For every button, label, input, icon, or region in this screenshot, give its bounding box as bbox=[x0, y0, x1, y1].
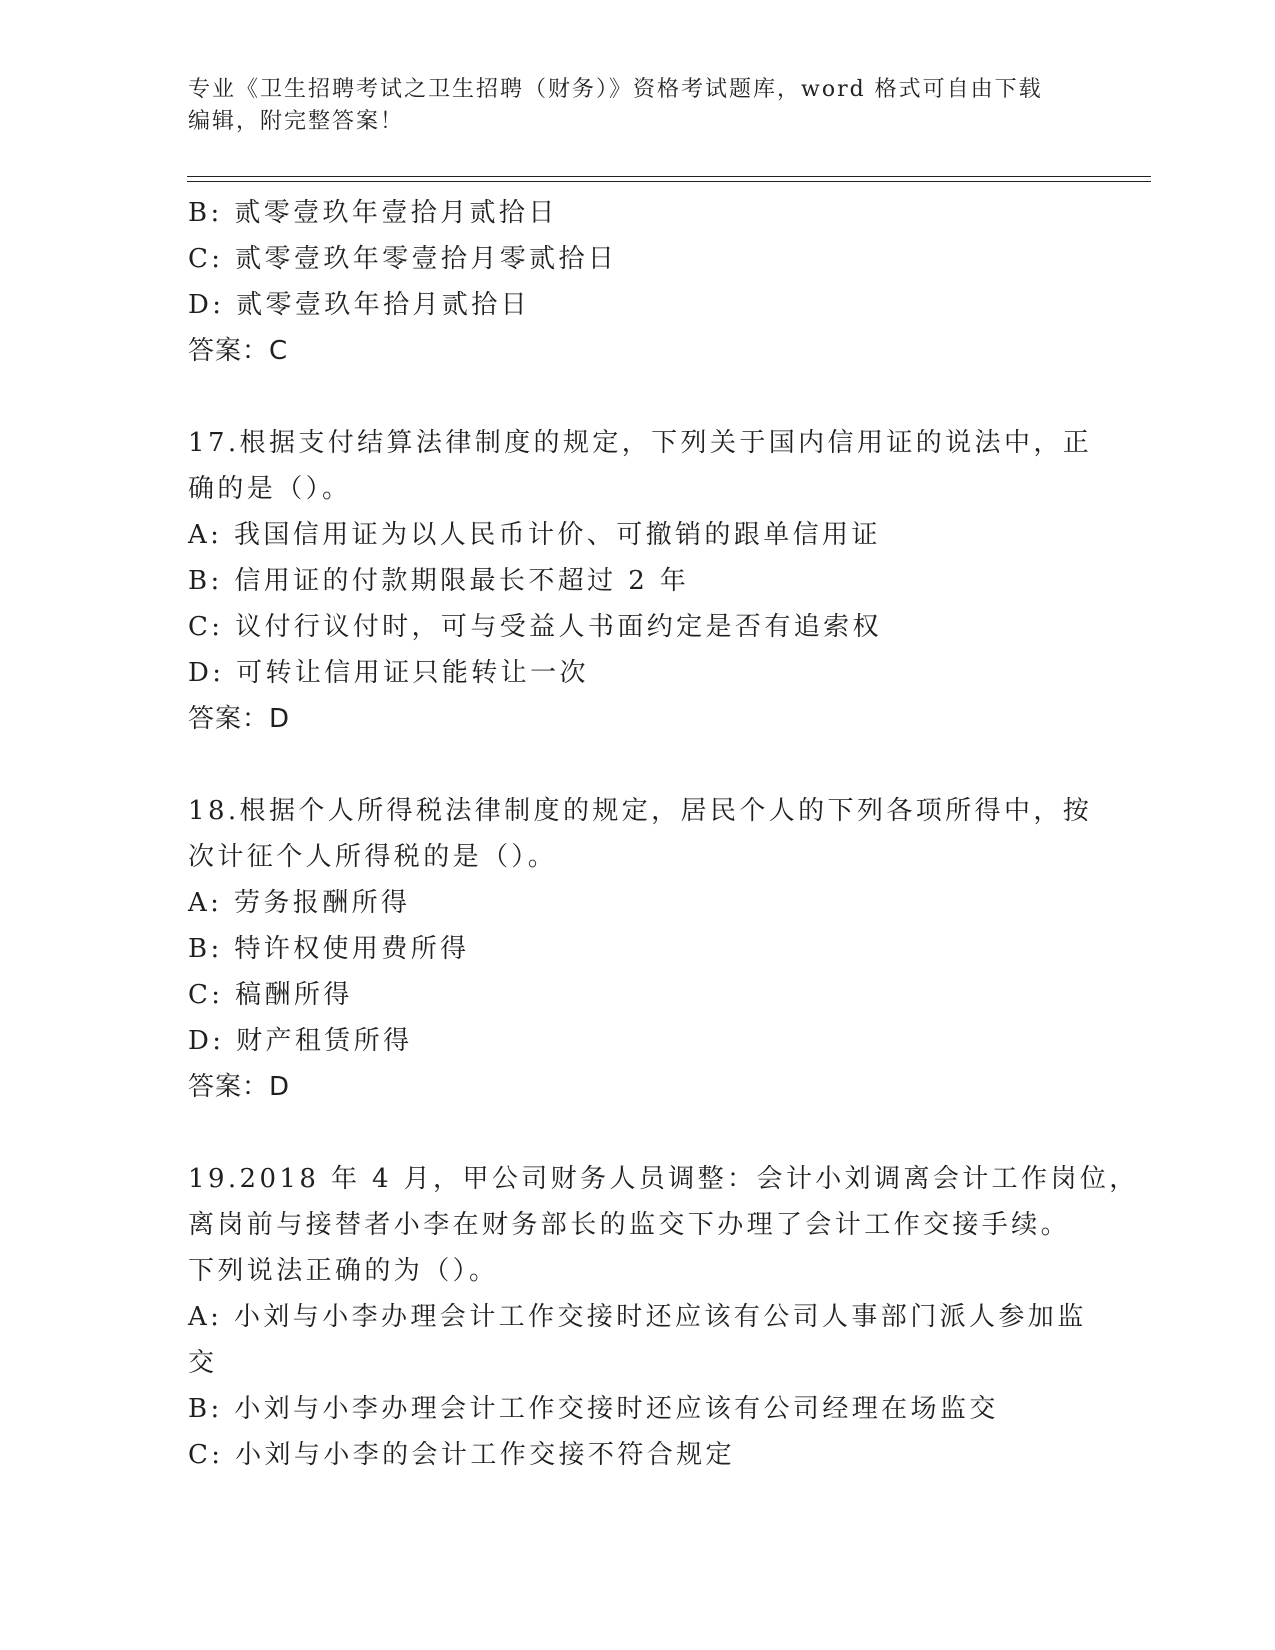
option-c: C: 小刘与小李的会计工作交接不符合规定 bbox=[188, 1440, 735, 1470]
option-a: A: 我国信用证为以人民币计价、可撤销的跟单信用证 bbox=[188, 520, 881, 550]
header-line-2: 编辑，附完整答案！ bbox=[188, 109, 405, 134]
stem-line: 次计征个人所得税的是（）。 bbox=[188, 842, 558, 872]
option-c: C: 贰零壹玖年零壹拾月零贰拾日 bbox=[188, 244, 618, 274]
option-b: B: 信用证的付款期限最长不超过 2 年 bbox=[188, 566, 690, 596]
stem-line: 离岗前与接替者小李在财务部长的监交下办理了会计工作交接手续。 bbox=[188, 1210, 1071, 1240]
spacer bbox=[188, 374, 1068, 420]
stem-line: 18.根据个人所得税法律制度的规定，居民个人的下列各项所得中，按 bbox=[188, 796, 1093, 826]
header-line-1: 专业《卫生招聘考试之卫生招聘（财务）》资格考试题库，word 格式可自由下载 bbox=[188, 77, 1043, 102]
question-17 bbox=[188, 420, 1093, 742]
option-b: B: 贰零壹玖年壹拾月贰拾日 bbox=[188, 198, 558, 228]
question-stem bbox=[188, 420, 1093, 512]
question-stem bbox=[188, 1156, 1139, 1294]
option-a: A: 小刘与小李办理会计工作交接时还应该有公司人事部门派人参加监 bbox=[188, 1302, 1087, 1332]
question-18 bbox=[188, 788, 1093, 1110]
option-d: D: 贰零壹玖年拾月贰拾日 bbox=[188, 290, 531, 320]
option-a: A: 劳务报酬所得 bbox=[188, 888, 411, 918]
option-a-continued: 交 bbox=[188, 1348, 218, 1378]
option-c: C: 议付行议付时，可与受益人书面约定是否有追索权 bbox=[188, 612, 882, 642]
answer-line: 答案：D bbox=[188, 1072, 291, 1102]
stem-line: 17.根据支付结算法律制度的规定，下列关于国内信用证的说法中，正 bbox=[188, 428, 1093, 458]
question-list bbox=[188, 190, 1139, 1478]
option-d: D: 财产租赁所得 bbox=[188, 1026, 413, 1056]
option-b: B: 小刘与小李办理会计工作交接时还应该有公司经理在场监交 bbox=[188, 1394, 999, 1424]
stem-line: 下列说法正确的为（）。 bbox=[188, 1256, 499, 1286]
header-divider-top bbox=[187, 176, 1151, 177]
spacer bbox=[188, 1110, 1068, 1156]
question-19 bbox=[188, 1156, 1139, 1478]
stem-line: 确的是（）。 bbox=[188, 474, 352, 504]
option-c: C: 稿酬所得 bbox=[188, 980, 353, 1010]
header-divider-bottom bbox=[187, 181, 1151, 182]
option-d: D: 可转让信用证只能转让一次 bbox=[188, 658, 589, 688]
spacer bbox=[188, 742, 1068, 788]
answer-line: 答案：C bbox=[188, 336, 289, 366]
question-stem bbox=[188, 788, 1093, 880]
document-header bbox=[188, 74, 1068, 138]
question-16-continuation bbox=[188, 190, 1068, 374]
stem-line: 19.2018 年 4 月，甲公司财务人员调整：会计小刘调离会计工作岗位， bbox=[188, 1164, 1139, 1194]
answer-line: 答案：D bbox=[188, 704, 291, 734]
option-b: B: 特许权使用费所得 bbox=[188, 934, 470, 964]
